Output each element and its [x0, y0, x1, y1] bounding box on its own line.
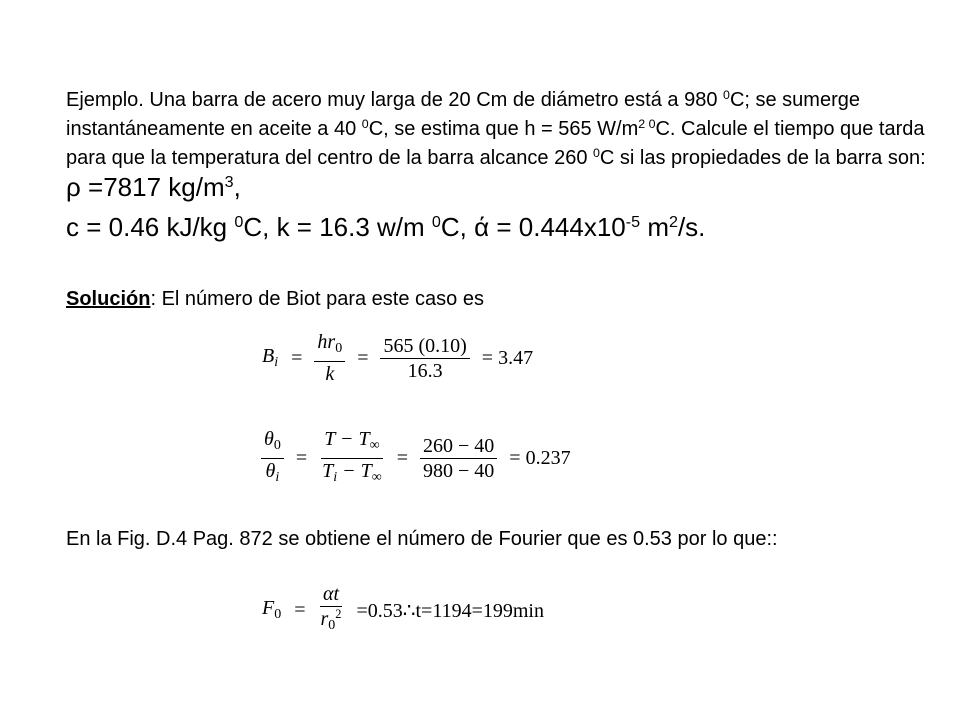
solution-label: Solución [66, 288, 151, 310]
biot-fraction-symbolic: $\frac{hr_0}{k}$ [314, 330, 345, 386]
temperature-fraction-symbolic: $\frac{T - T_\infty}{T_i - T_\infty}$ [322, 428, 382, 486]
fourier-fraction: $\frac{\alpha t}{r_0^2}$ [320, 583, 342, 634]
theta-ratio-equation: $\frac{\theta_0}{\theta_i}$ = $\frac{T - T_\infty}{T_i - T_\infty}$ = $\frac{260 - 40}{980 - 40}$ = 0.237 [258, 427, 575, 490]
problem-statement: Ejemplo. Una barra de acero muy larga de 20 Cm de diámetro está a 980 $^0$C; se sumerge instantáneamente en aceite a 40 $^0$C, se estima que h = 565 $W/m^{2 0}C$. Calcule el tiempo que tarda para que la temperatura del centro de la barra alcance 260 $^0$C si las propiedades de la barra son: ρ =7817 $kg/m^3$, [66, 88, 926, 202]
temperature-fraction-numeric: $\frac{260 - 40}{980 - 40}$ [420, 434, 497, 483]
fourier-text: En la Fig. D.4 Pag. 872 se obtiene el número de Fourier que es 0.53 por lo que:: [66, 528, 778, 550]
properties-line: c = 0.46 kJ/kg $^0$C, k = 16.3 w/m $^0$C, $ά = 0.444x10^{-5}$ $m^2/s$. [66, 212, 706, 242]
density-value: ρ =7817 $kg/m^3$, [66, 172, 241, 202]
biot-fraction-numeric: $\frac{565 (0.10)}{16.3}$ [380, 334, 469, 383]
fourier-equation: $F_0$ = $\frac{\alpha t}{r_0^2}$ =0.53∴t=1194=199min [258, 582, 548, 638]
theta-fraction: $\frac{\theta_0}{\theta_i}$ [261, 427, 284, 490]
solution-intro: Solución: El número de Biot para este caso es [66, 288, 484, 310]
biot-equation: $B_i$ = $\frac{hr_0}{k}$ = $\frac{565 (0.10)}{16.3}$ = 3.47 [262, 331, 534, 386]
